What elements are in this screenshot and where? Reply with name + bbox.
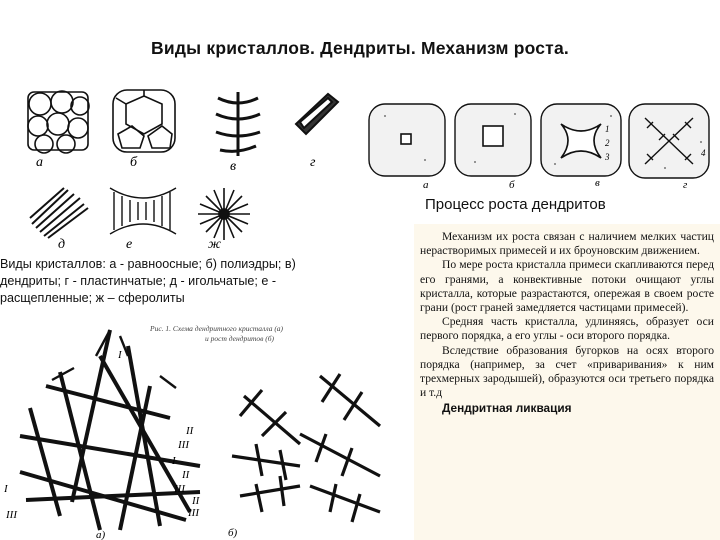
split-crystal-drawing [110, 188, 176, 234]
dendrite-scheme-figure [0, 316, 404, 540]
dendrite-growth-caption: Процесс роста дендритов [425, 196, 606, 213]
slide-title: Виды кристаллов. Дендриты. Механизм роста. [151, 38, 569, 58]
part-a-label: а) [96, 529, 106, 540]
growth-stages-drawing [365, 98, 712, 190]
axis-label-3: III [178, 439, 189, 451]
label-e: е [126, 237, 133, 252]
figure-header-line1: Рис. 1. Схема дендритного кристалла (а) [150, 324, 284, 333]
growth-number-4: 4 [701, 148, 706, 158]
paragraph-3: Средняя часть кристалла, удлиняясь, образует оси первого порядка, а его углы - оси второго порядка. [420, 315, 714, 343]
growth-label-a: а [423, 179, 429, 190]
needle-crystals-drawing [30, 188, 88, 238]
paragraph-1: Механизм их роста связан с наличием мелких частиц нерастворимых примесей и их броуновским движением. [420, 230, 714, 258]
axis-label-10: III [6, 509, 17, 521]
paragraph-2: По мере роста кристалла примеси скапливаются перед его гранями, а конвективные потоки очищают углы кристалла, которые разрастаются, опережая в своем росте грани (рост граней замедляется частицами примесей). [420, 258, 714, 315]
growth-label-g: г [683, 179, 688, 190]
crystal-types-drawing [18, 84, 350, 252]
plate-crystal-drawing [296, 94, 338, 134]
axis-label-7: II [192, 495, 200, 507]
growth-number-2: 2 [605, 138, 610, 148]
footer-heading: Дендритная ликвация [442, 401, 572, 416]
paragraph-4: Вследствие образования бугорков на осях второго порядка (например, за счет «приваривания» к ним трехмерных зародышей), образуются оси третьего порядка и т.д [420, 343, 714, 400]
label-v: в [230, 159, 237, 174]
part-b-label: б) [228, 527, 238, 539]
growth-label-v: в [595, 177, 600, 189]
dendrite-drawing [216, 92, 260, 156]
label-a: а [36, 155, 43, 170]
axis-label-6: III [174, 483, 185, 495]
growth-label-b: б [509, 179, 515, 190]
growth-number-3: 3 [605, 152, 610, 162]
spherulite-drawing [198, 188, 250, 240]
label-zh: ж [208, 237, 222, 252]
label-g: г [310, 155, 316, 170]
axis-label-1: I [118, 349, 122, 361]
dendrite-lattice-drawing [20, 330, 200, 530]
equiaxed-crystals-drawing [28, 91, 89, 153]
axis-label-9: I [4, 483, 8, 495]
dendrite-growth-figure [365, 98, 712, 190]
dendrite-growth-scatter-drawing [232, 374, 380, 522]
figure-header-line2: и рост дендритов (б) [205, 334, 275, 343]
label-b: б [130, 155, 138, 170]
crystal-types-figure [18, 84, 350, 252]
axis-label-2: II [186, 425, 194, 437]
crystal-types-caption: Виды кристаллов: а - равноосные; б) полиэдры; в) дендриты; г - пластинчатые; д - игольчатые; е - расщепленные; ж – сферолиты [0, 257, 296, 305]
growth-number-1: 1 [605, 124, 610, 134]
axis-label-8: III [188, 507, 199, 519]
dendrite-scheme-drawing [0, 316, 404, 540]
axis-label-4: I [172, 455, 176, 467]
label-d: д [58, 237, 66, 252]
axis-label-5: II [182, 469, 190, 481]
explanation-text [414, 224, 720, 540]
polyhedra-drawing [113, 90, 175, 152]
